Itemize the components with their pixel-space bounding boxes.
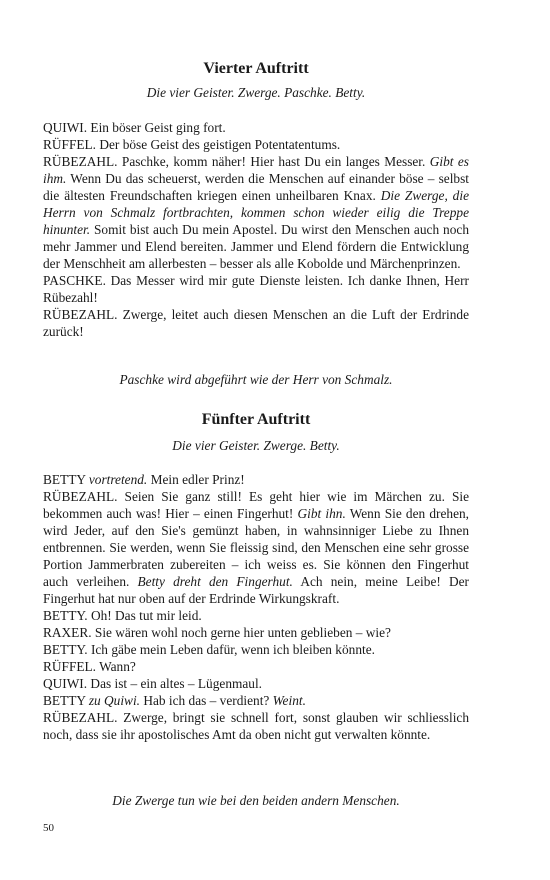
dialogue-line — [43, 153, 469, 272]
dialogue-text: RÜBEZAHL. Seien Sie ganz still! Es geht hier wie im Märchen zu. Sie bekommen auch was! Hier – einen Fingerhut! — [43, 489, 469, 521]
dialogue-line — [43, 607, 469, 624]
dialogue-text: Hab ich das – verdient? — [140, 693, 273, 708]
dialogue-text: Wenn Du das scheuerst, werden die Menschen auf einander böse – selbst die ältesten Freundschaften kriegen einen unheilbaren Knax. — [43, 171, 469, 203]
dialogue-text: BETTY. Ich gäbe mein Leben dafür, wenn ich bleiben könnte. — [43, 642, 375, 657]
dialogue-line — [43, 641, 469, 658]
dialogue-line — [43, 136, 469, 153]
dialogue-line — [43, 709, 469, 743]
stage-direction-inline: vortretend. — [88, 472, 148, 487]
dialogue-line — [43, 675, 469, 692]
stage-direction-inline: Gibt es ihm. — [43, 154, 470, 186]
dialogue-text: QUIWI. Das ist – ein altes – Lügenmaul. — [43, 676, 263, 691]
scene5-stage-direction: Die vier Geister. Zwerge. Betty. — [172, 438, 340, 453]
page-number: 50 — [43, 822, 54, 834]
dialogue-line — [43, 692, 469, 709]
dialogue-line — [43, 119, 469, 136]
dialogue-text: Mein edler Prinz! — [147, 472, 245, 487]
dialogue-text: RÜBEZAHL. Zwerge, leitet auch diesen Menschen an die Luft der Erdrinde zurück! — [43, 307, 469, 339]
dialogue-text: QUIWI. Ein böser Geist ging fort. — [43, 120, 226, 135]
stage-direction-inline: Die Zwerge, die Herrn von Schmalz fortbrachten, kommen schon wieder eilig die Treppe hinunter. — [43, 188, 469, 237]
dialogue-text: RÜFFEL. Wann? — [43, 659, 136, 674]
scene5-exit-direction: Die Zwerge tun wie bei den beiden andern Menschen. — [112, 793, 400, 808]
dialogue-line — [43, 624, 469, 641]
stage-direction-inline: Betty dreht den Fingerhut. — [137, 574, 293, 589]
dialogue-line — [43, 306, 469, 340]
dialogue-text: BETTY — [43, 693, 89, 708]
dialogue-text: RAXER. Sie wären wohl noch gerne hier unten geblieben – wie? — [43, 625, 391, 640]
dialogue-text: RÜBEZAHL. Paschke, komm näher! Hier hast Du ein langes Messer. — [43, 154, 430, 169]
dialogue-text: PASCHKE. Das Messer wird mir gute Dienste leisten. Ich danke Ihnen, Herr Rübezahl! — [43, 273, 469, 305]
dialogue-text: BETTY — [43, 472, 89, 487]
stage-direction-inline: Gibt ihn. — [297, 506, 346, 521]
dialogue-text: Somit bist auch Du mein Apostel. Du wirst den Menschen auch noch mehr Jammer und Elend bereiten. Jammer und Elend fördern die Entwicklung der Menschheit am allerbesten – besser als alle Kobolde und Märchenprinzen. — [43, 222, 469, 271]
dialogue-text: RÜFFEL. Der böse Geist des geistigen Potentatentums. — [43, 137, 341, 152]
scene4-exit-direction: Paschke wird abgeführt wie der Herr von Schmalz. — [119, 372, 393, 387]
stage-direction-inline: zu Quiwi. — [88, 693, 141, 708]
dialogue-line — [43, 471, 469, 488]
dialogue-text: BETTY. Oh! Das tut mir leid. — [43, 608, 202, 623]
dialogue-line — [43, 272, 469, 306]
dialogue-text: RÜBEZAHL. Zwerge, bringt sie schnell fort, sonst glauben wir schliesslich noch, dass sie ihr apostolisches Amt da oben nicht gut verwalten könnte. — [43, 710, 469, 742]
scene4-dialogue — [43, 119, 469, 340]
scene5-dialogue — [43, 471, 469, 743]
dialogue-line — [43, 658, 469, 675]
scene5-heading: Fünfter Auftritt — [201, 411, 311, 428]
scene4-heading: Vierter Auftritt — [203, 60, 309, 77]
dialogue-line — [43, 488, 469, 607]
stage-direction-inline: Weint. — [272, 693, 306, 708]
scene4-stage-direction: Die vier Geister. Zwerge. Paschke. Betty. — [146, 85, 366, 100]
dialogue-text: Wenn Sie den drehen, wird Jeder, auf den Sie's gemünzt haben, in wahnsinniger Liebe zu Ihnen entbrennen. Sie werden, wenn Sie fleissig sind, den Menschen eine sehr grosse Portion Jammerbraten zubereiten – ich weiss es. Sie können den Fingerhut auch verleihen. — [43, 506, 469, 589]
dialogue-text: Ach nein, meine Leibe! Der Fingerhut hat nur oben auf der Erdrinde Wirkungskraft. — [43, 574, 469, 606]
